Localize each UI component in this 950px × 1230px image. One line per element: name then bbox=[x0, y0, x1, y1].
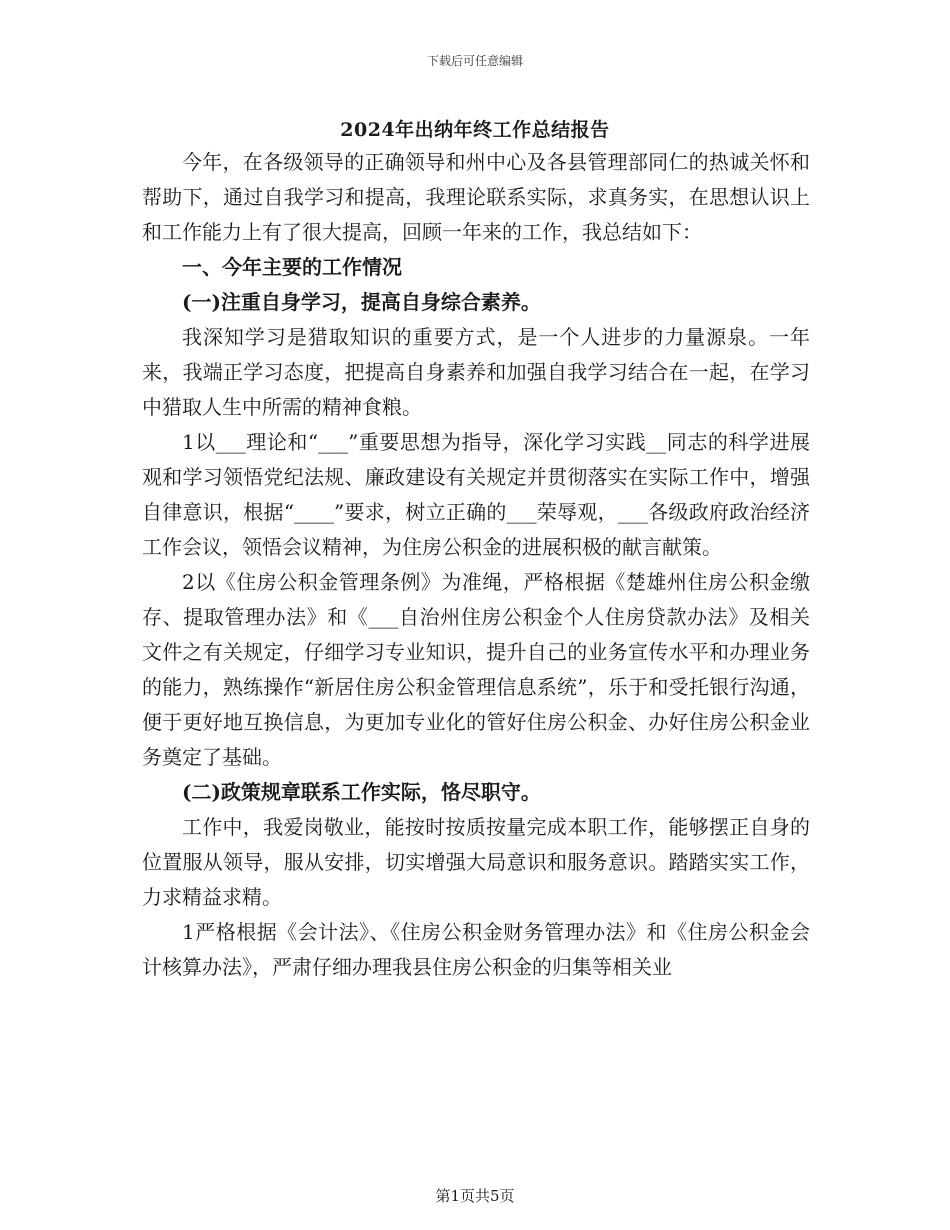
paragraph-work: 工作中，我爱岗敬业，能按时按质按量完成本职工作，能够摆正自身的位置服从领导，服从安排，切实增强大局意识和服务意识。踏踏实实工作，力求精益求精。 bbox=[142, 815, 810, 909]
page-header: 下载后可任意编辑 bbox=[426, 54, 523, 68]
paragraph-item-1: 1以___理论和“___”重要思想为指导，深化学习实践__同志的科学进展观和学习领悟党纪法规、廉政建设有关规定并贯彻落实在实际工作中，增强自律意识，根据“____”要求，树立正确的___荣辱观，___各级政府政治经济工作会议，领悟会议精神，为住房公积金的进展积极的献言献策。 bbox=[142, 430, 810, 559]
paragraph-item-2: 2以《住房公积金管理条例》为准绳，严格根据《楚雄州住房公积金缴存、提取管理办法》和《___自治州住房公积金个人住房贷款办法》及相关文件之有关规定，仔细学习专业知识，提升自己的业务宣传水平和办理业务的能力，熟练操作“新居住房公积金管理信息系统”，乐于和受托银行沟通，便于更好地互换信息，为更加专业化的管好住房公积金、办好住房公积金业务奠定了基础。 bbox=[142, 570, 810, 769]
document-title: 2024年出纳年终工作总结报告 bbox=[340, 119, 610, 141]
paragraph-item-3: 1严格根据《会计法》、《住房公积金财务管理办法》和《住房公积金会计核算办法》，严肃仔细办理我县住房公积金的归集等相关业 bbox=[142, 920, 810, 979]
document-body bbox=[142, 145, 810, 985]
paragraph-intro: 今年，在各级领导的正确领导和州中心及各县管理部同仁的热诚关怀和帮助下，通过自我学习和提高，我理论联系实际，求真务实，在思想认识上和工作能力上有了很大提高，回顾一年来的工作，我总结如下： bbox=[142, 150, 810, 244]
section-heading-1: 一、今年主要的工作情况 bbox=[182, 255, 402, 279]
subsection-heading-1: (一)注重自身学习，提高自身综合素养。 bbox=[182, 290, 541, 314]
paragraph-study: 我深知学习是猎取知识的重要方式，是一个人进步的力量源泉。一年来，我端正学习态度，把提高自身素养和加强自我学习结合在一起，在学习中猎取人生中所需的精神食粮。 bbox=[142, 325, 810, 419]
subsection-heading-2: (二)政策规章联系工作实际，恪尽职守。 bbox=[182, 780, 541, 804]
page-number: 第1页共5页 bbox=[435, 1187, 515, 1205]
